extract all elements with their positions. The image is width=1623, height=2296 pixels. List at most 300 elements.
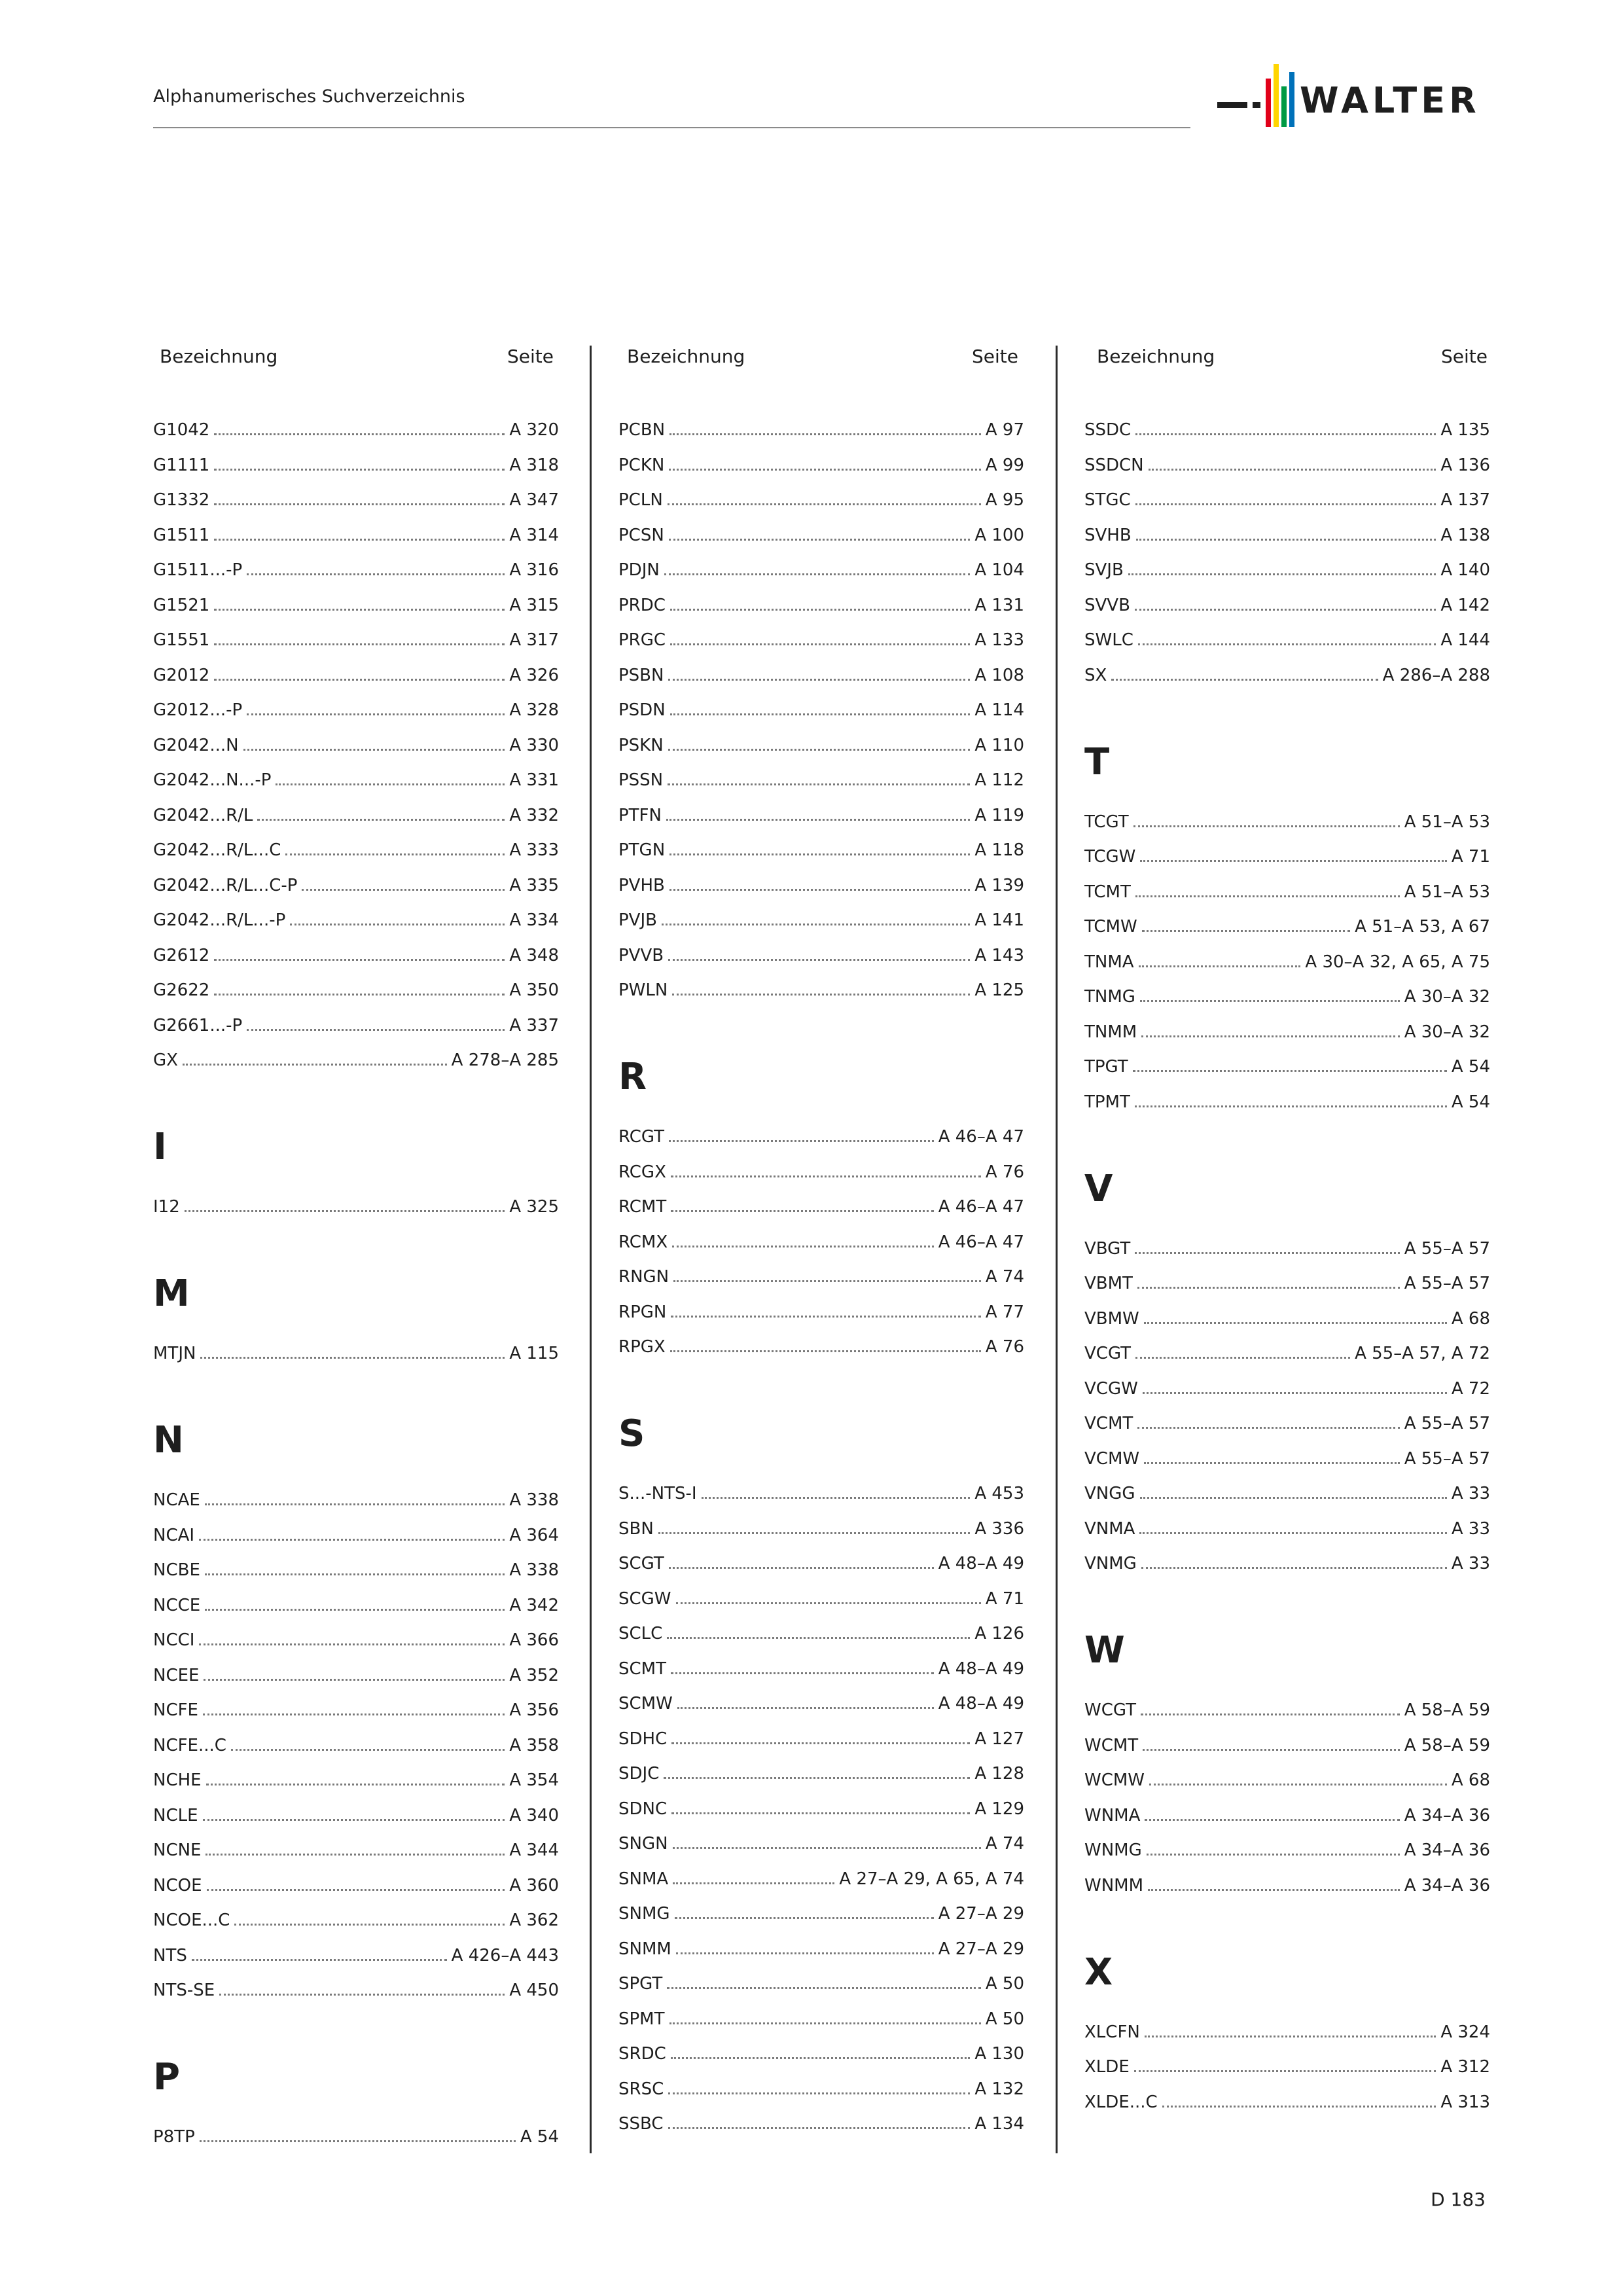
entry-page: A 54 xyxy=(520,2127,559,2147)
dot-leader xyxy=(1139,965,1301,967)
entry-page: A 126 xyxy=(974,1624,1024,1643)
dot-leader xyxy=(1135,1252,1399,1254)
dot-leader xyxy=(204,1679,505,1681)
index-entry xyxy=(618,1335,1024,1357)
dot-leader xyxy=(668,679,970,681)
dot-leader xyxy=(1136,539,1436,541)
entry-page: A 104 xyxy=(974,560,1024,580)
entry-code: GX xyxy=(153,1050,178,1070)
dot-leader xyxy=(1134,2070,1436,2072)
entry-page: A 54 xyxy=(1451,1057,1490,1077)
header-divider xyxy=(153,127,1190,128)
index-entry xyxy=(618,593,1024,615)
dot-leader xyxy=(668,959,970,961)
entry-page: A 332 xyxy=(509,805,559,825)
entry-code: SSDC xyxy=(1084,420,1132,440)
entry-page: A 139 xyxy=(974,875,1024,895)
entry-page: A 112 xyxy=(974,770,1024,790)
entry-code: PCLN xyxy=(618,490,663,510)
dot-leader xyxy=(205,1854,505,1856)
column-divider-1 xyxy=(590,346,592,2153)
entry-code: PVJB xyxy=(618,910,657,930)
entry-page: A 27–A 29, A 65, A 74 xyxy=(839,1869,1024,1889)
entry-code: TNMA xyxy=(1084,952,1134,972)
dot-leader xyxy=(200,1357,505,1359)
dot-leader xyxy=(203,1713,505,1715)
entry-code: PDJN xyxy=(618,560,660,580)
entry-code: NCBE xyxy=(153,1560,200,1580)
dot-leader xyxy=(214,433,505,435)
index-entry xyxy=(153,663,559,685)
entry-page: A 58–A 59 xyxy=(1404,1700,1490,1720)
entry-code: NCNE xyxy=(153,1840,202,1860)
entry-page: A 27–A 29 xyxy=(938,1904,1024,1924)
index-entry xyxy=(1084,1236,1490,1259)
dot-leader xyxy=(673,1847,981,1849)
index-entry xyxy=(1084,1516,1490,1539)
dot-leader xyxy=(207,1889,505,1891)
entry-code: VBGT xyxy=(1084,1238,1131,1259)
index-entry xyxy=(153,768,559,790)
dot-leader xyxy=(1133,1070,1447,1072)
index-entry xyxy=(153,1768,559,1790)
entry-page: A 362 xyxy=(509,1910,559,1930)
entry-code: RPGN xyxy=(618,1302,667,1322)
index-entry xyxy=(153,418,559,440)
entry-page: A 114 xyxy=(974,700,1024,720)
index-entry xyxy=(153,1838,559,1860)
dot-leader xyxy=(1135,1357,1350,1359)
index-entry xyxy=(1084,1698,1490,1720)
index-entry xyxy=(153,1558,559,1580)
entry-code: VCGT xyxy=(1084,1344,1132,1363)
entry-page: A 50 xyxy=(985,2009,1024,2029)
page-title: Alphanumerisches Suchverzeichnis xyxy=(153,86,465,107)
entry-code: WCMT xyxy=(1084,1735,1139,1755)
index-entry xyxy=(153,1908,559,1930)
entry-page: A 110 xyxy=(974,735,1024,755)
entry-page: A 33 xyxy=(1451,1518,1490,1539)
dot-leader xyxy=(671,1742,970,1744)
dot-leader xyxy=(1135,503,1436,505)
dot-leader xyxy=(669,1140,934,1142)
entry-code: PRGC xyxy=(618,630,666,650)
entry-page: A 453 xyxy=(974,1484,1024,1503)
dot-leader xyxy=(214,959,505,961)
index-entry xyxy=(153,1943,559,1965)
dot-leader xyxy=(205,1503,505,1505)
entry-page: A 340 xyxy=(509,1805,559,1825)
index-entry xyxy=(618,2111,1024,2134)
index-entry xyxy=(1084,1733,1490,1755)
dot-leader xyxy=(219,1994,505,1996)
dot-leader xyxy=(203,1819,505,1821)
dot-leader xyxy=(676,1602,981,1604)
entry-page: A 30–A 32, A 65, A 75 xyxy=(1305,952,1490,972)
entry-page: A 140 xyxy=(1440,560,1490,580)
index-entry xyxy=(1084,1271,1490,1293)
entry-page: A 356 xyxy=(509,1700,559,1720)
dot-leader xyxy=(1149,1784,1447,1785)
dot-leader xyxy=(670,1350,981,1352)
entry-code: TCGW xyxy=(1084,847,1136,867)
index-entry xyxy=(153,873,559,895)
index-entry xyxy=(1084,593,1490,615)
dot-leader xyxy=(1162,2106,1436,2108)
entry-code: G1042 xyxy=(153,420,210,440)
index-entry xyxy=(1084,628,1490,650)
entry-code: NTS xyxy=(153,1945,187,1965)
entry-code: S...-NTS-I xyxy=(618,1484,697,1503)
entry-page: A 328 xyxy=(509,700,559,720)
entry-code: G2042...N xyxy=(153,735,239,755)
entry-code: SCMW xyxy=(618,1694,673,1713)
entry-page: A 74 xyxy=(985,1834,1024,1854)
entry-code: WCMW xyxy=(1084,1770,1145,1790)
entry-code: I12 xyxy=(153,1197,180,1217)
index-entry xyxy=(1084,1376,1490,1399)
entry-page: A 54 xyxy=(1451,1092,1490,1112)
dot-leader xyxy=(669,2022,981,2024)
entry-page: A 133 xyxy=(974,630,1024,650)
section-letter: W xyxy=(1084,1629,1125,1672)
dot-leader xyxy=(1111,679,1378,681)
dot-leader xyxy=(214,643,505,645)
index-entry xyxy=(618,1160,1024,1182)
entry-page: A 313 xyxy=(1440,2092,1490,2112)
entry-page: A 336 xyxy=(974,1518,1024,1539)
entry-page: A 55–A 57 xyxy=(1404,1238,1490,1259)
dot-leader xyxy=(1144,1322,1447,1324)
entry-code: VNGG xyxy=(1084,1484,1135,1503)
index-entry xyxy=(153,2125,559,2147)
index-entry xyxy=(153,943,559,965)
index-entry xyxy=(153,1593,559,1615)
entry-page: A 331 xyxy=(509,770,559,790)
entry-page: A 366 xyxy=(509,1630,559,1650)
entry-page: A 358 xyxy=(509,1735,559,1755)
entry-page: A 335 xyxy=(509,875,559,895)
entry-code: RCMT xyxy=(618,1197,667,1217)
entry-page: A 312 xyxy=(1440,2057,1490,2077)
section-letter: R xyxy=(618,1056,647,1098)
index-entry xyxy=(153,1194,559,1217)
index-entry xyxy=(1084,663,1490,685)
index-entry xyxy=(1084,1768,1490,1790)
dot-leader xyxy=(247,713,505,715)
entry-code: SNMM xyxy=(618,1939,671,1959)
entry-code: G2012 xyxy=(153,665,210,685)
entry-page: A 326 xyxy=(509,665,559,685)
entry-code: G1521 xyxy=(153,595,210,615)
entry-page: A 325 xyxy=(509,1197,559,1217)
logo-bar-4 xyxy=(1289,72,1294,127)
dot-leader xyxy=(214,679,505,681)
entry-page: A 129 xyxy=(974,1799,1024,1819)
index-entry xyxy=(153,628,559,650)
entry-page: A 132 xyxy=(974,2079,1024,2099)
index-entry xyxy=(153,593,559,615)
dot-leader xyxy=(664,573,970,575)
dot-leader xyxy=(1145,2036,1436,2037)
entry-code: G1332 xyxy=(153,490,210,510)
entry-code: XLDE...C xyxy=(1084,2092,1158,2112)
entry-code: RPGX xyxy=(618,1337,666,1357)
entry-code: G2661...-P xyxy=(153,1015,243,1035)
entry-page: A 344 xyxy=(509,1840,559,1860)
logo-bar-2 xyxy=(1274,64,1279,127)
index-entry xyxy=(153,1048,559,1070)
index-entry xyxy=(1084,1551,1490,1573)
index-entry xyxy=(153,838,559,860)
entry-page: A 128 xyxy=(974,1764,1024,1784)
index-entry xyxy=(618,2077,1024,2099)
dot-leader xyxy=(1141,1713,1400,1715)
entry-page: A 30–A 32 xyxy=(1404,1022,1490,1042)
index-entry xyxy=(618,1691,1024,1713)
section-letter: S xyxy=(618,1412,645,1455)
dot-leader xyxy=(670,643,970,645)
index-entry xyxy=(618,838,1024,860)
entry-code: SCLC xyxy=(618,1624,663,1643)
entry-page: A 50 xyxy=(985,1974,1024,1994)
entry-code: WNMG xyxy=(1084,1840,1142,1860)
entry-page: A 127 xyxy=(974,1729,1024,1749)
dot-leader xyxy=(1137,1287,1400,1289)
logo-dash-left xyxy=(1217,102,1247,108)
dot-leader xyxy=(668,783,970,785)
col1-header-name: Bezeichnung xyxy=(160,346,278,367)
index-entry xyxy=(1084,1481,1490,1503)
index-entry xyxy=(1084,984,1490,1007)
index-entry xyxy=(618,1230,1024,1252)
entry-page: A 34–A 36 xyxy=(1404,1805,1490,1825)
entry-page: A 68 xyxy=(1451,1770,1490,1790)
entry-page: A 278–A 285 xyxy=(451,1050,559,1070)
index-entry xyxy=(618,943,1024,965)
dot-leader xyxy=(1143,1392,1447,1394)
entry-code: VBMT xyxy=(1084,1274,1133,1293)
index-entry xyxy=(618,453,1024,475)
dot-leader xyxy=(214,469,505,471)
entry-code: TNMM xyxy=(1084,1022,1137,1042)
index-entry xyxy=(1084,2020,1490,2042)
index-entry xyxy=(153,558,559,580)
entry-code: G1511 xyxy=(153,525,210,545)
index-entry xyxy=(618,1124,1024,1147)
index-entry xyxy=(153,523,559,545)
dot-leader xyxy=(669,433,981,435)
dot-leader xyxy=(302,889,505,891)
dot-leader xyxy=(1139,1532,1446,1534)
index-entry xyxy=(618,628,1024,650)
index-entry xyxy=(1084,1306,1490,1329)
dot-leader xyxy=(677,1707,934,1709)
entry-page: A 338 xyxy=(509,1490,559,1510)
entry-page: A 315 xyxy=(509,595,559,615)
dot-leader xyxy=(247,573,505,575)
index-entry xyxy=(618,768,1024,790)
entry-page: A 118 xyxy=(974,840,1024,860)
entry-page: A 95 xyxy=(985,490,1024,510)
entry-code: NCFE...C xyxy=(153,1735,226,1755)
entry-code: PTGN xyxy=(618,840,666,860)
walter-logo xyxy=(1217,60,1492,132)
index-entry xyxy=(153,1873,559,1895)
entry-code: NCAI xyxy=(153,1525,195,1545)
index-entry xyxy=(153,803,559,825)
index-entry xyxy=(153,1663,559,1685)
entry-page: A 55–A 57 xyxy=(1404,1448,1490,1469)
index-entry xyxy=(618,558,1024,580)
section-letter: M xyxy=(153,1272,190,1315)
entry-code: SX xyxy=(1084,665,1107,685)
dot-leader xyxy=(205,1573,505,1575)
dot-leader xyxy=(1140,860,1446,862)
entry-code: VNMA xyxy=(1084,1518,1135,1539)
index-entry xyxy=(153,1013,559,1035)
entry-page: A 364 xyxy=(509,1525,559,1545)
index-entry xyxy=(1084,488,1490,510)
entry-code: SCMT xyxy=(618,1659,666,1679)
section-letter: P xyxy=(153,2056,181,2098)
entry-code: PWLN xyxy=(618,980,668,1000)
entry-page: A 99 xyxy=(985,455,1024,475)
entry-page: A 34–A 36 xyxy=(1404,1875,1490,1895)
index-entry xyxy=(618,1797,1024,1819)
entry-page: A 46–A 47 xyxy=(938,1197,1024,1217)
col3-header-name: Bezeichnung xyxy=(1097,346,1215,367)
index-entry xyxy=(618,1971,1024,1994)
entry-code: RCGT xyxy=(618,1127,665,1147)
dot-leader xyxy=(1135,433,1436,435)
logo-wordmark: WALTER xyxy=(1300,80,1480,121)
entry-code: PTFN xyxy=(618,805,662,825)
entry-code: NCAE xyxy=(153,1490,200,1510)
dot-leader xyxy=(1148,1889,1400,1891)
entry-page: A 51–A 53 xyxy=(1404,812,1490,832)
entry-page: A 34–A 36 xyxy=(1404,1840,1490,1860)
entry-code: NCOE xyxy=(153,1875,202,1895)
dot-leader xyxy=(1128,573,1436,575)
entry-code: NTS-SE xyxy=(153,1981,215,2000)
entry-code: PSKN xyxy=(618,735,664,755)
dot-leader xyxy=(671,1316,981,1318)
entry-code: PSDN xyxy=(618,700,666,720)
entry-page: A 76 xyxy=(985,1162,1024,1182)
dot-leader xyxy=(276,783,505,785)
index-entry xyxy=(618,803,1024,825)
entry-page: A 68 xyxy=(1451,1308,1490,1329)
index-entry xyxy=(1084,1838,1490,1860)
entry-page: A 119 xyxy=(974,805,1024,825)
entry-page: A 338 xyxy=(509,1560,559,1580)
entry-code: WCGT xyxy=(1084,1700,1136,1720)
page-number: D 183 xyxy=(1431,2189,1486,2210)
entry-page: A 33 xyxy=(1451,1554,1490,1573)
dot-leader xyxy=(658,1532,971,1534)
index-entry xyxy=(1084,950,1490,972)
section-letter: N xyxy=(153,1419,184,1462)
index-entry xyxy=(153,1488,559,1510)
dot-leader xyxy=(672,1246,934,1247)
index-entry xyxy=(618,1265,1024,1287)
entry-code: SNGN xyxy=(618,1834,668,1854)
dot-leader xyxy=(675,1917,934,1919)
dot-leader xyxy=(671,1812,970,1814)
index-entry xyxy=(1084,558,1490,580)
column-divider-2 xyxy=(1056,346,1058,2153)
dot-leader xyxy=(206,1784,505,1785)
entry-page: A 318 xyxy=(509,455,559,475)
dot-leader xyxy=(185,1210,505,1212)
entry-code: G2042...N...-P xyxy=(153,770,272,790)
entry-code: SVJB xyxy=(1084,560,1124,580)
entry-code: G2042...R/L xyxy=(153,805,253,825)
dot-leader xyxy=(192,1959,447,1961)
dot-leader xyxy=(671,1175,981,1177)
dot-leader xyxy=(231,1749,505,1751)
entry-code: NCOE...C xyxy=(153,1910,230,1930)
entry-page: A 130 xyxy=(974,2044,1024,2064)
dot-leader xyxy=(205,1609,505,1611)
entry-page: A 352 xyxy=(509,1665,559,1685)
index-entry xyxy=(618,1657,1024,1679)
entry-page: A 141 xyxy=(974,910,1024,930)
entry-code: G1551 xyxy=(153,630,210,650)
entry-page: A 30–A 32 xyxy=(1404,987,1490,1007)
index-entry xyxy=(1084,523,1490,545)
index-entry xyxy=(618,978,1024,1000)
dot-leader xyxy=(664,1777,970,1779)
dot-leader xyxy=(1135,609,1436,611)
entry-code: TNMG xyxy=(1084,987,1135,1007)
entry-page: A 33 xyxy=(1451,1484,1490,1503)
dot-leader xyxy=(1144,1462,1400,1464)
entry-code: G1511...-P xyxy=(153,560,243,580)
index-entry xyxy=(153,698,559,720)
dot-leader xyxy=(243,749,505,751)
entry-code: VCMT xyxy=(1084,1414,1133,1433)
entry-page: A 136 xyxy=(1440,455,1490,475)
entry-code: SDJC xyxy=(618,1764,660,1784)
entry-page: A 51–A 53, A 67 xyxy=(1355,917,1490,937)
dot-leader xyxy=(668,2127,971,2129)
index-entry xyxy=(618,1194,1024,1217)
entry-page: A 71 xyxy=(985,1588,1024,1609)
entry-code: WNMA xyxy=(1084,1805,1141,1825)
entry-page: A 55–A 57, A 72 xyxy=(1355,1344,1490,1363)
entry-code: NCEE xyxy=(153,1665,200,1685)
entry-code: G2012...-P xyxy=(153,700,243,720)
entry-code: PCSN xyxy=(618,525,664,545)
dot-leader xyxy=(668,503,981,505)
section-letter: X xyxy=(1084,1950,1113,1994)
index-entry xyxy=(1084,1411,1490,1433)
col2-header-name: Bezeichnung xyxy=(627,346,745,367)
entry-page: A 334 xyxy=(509,910,559,930)
dot-leader xyxy=(671,1672,934,1674)
index-entry xyxy=(618,2007,1024,2029)
entry-page: A 138 xyxy=(1440,525,1490,545)
entry-page: A 350 xyxy=(509,980,559,1000)
dot-leader xyxy=(672,994,970,996)
index-entry xyxy=(1084,1054,1490,1077)
entry-code: NCCE xyxy=(153,1595,201,1615)
entry-page: A 342 xyxy=(509,1595,559,1615)
dot-leader xyxy=(670,713,971,715)
entry-code: SWLC xyxy=(1084,630,1133,650)
